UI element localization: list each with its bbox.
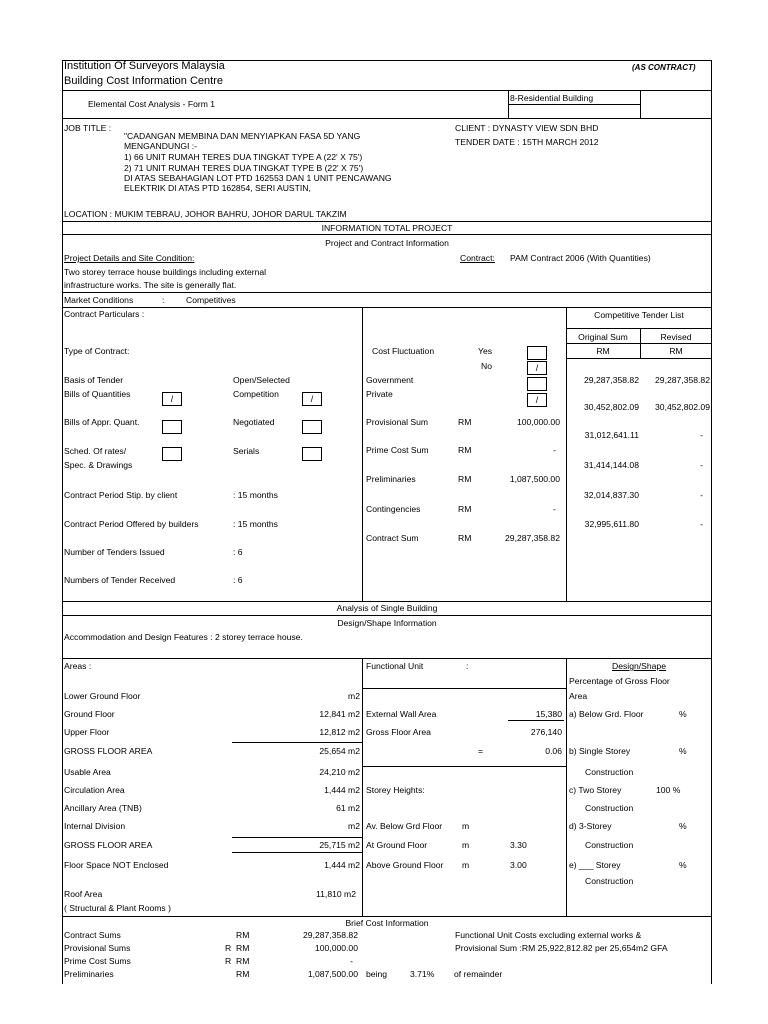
design-d-sub: Construction	[585, 840, 634, 850]
not-enclosed-value: 1,444 m2	[324, 860, 360, 870]
brief-provisional-label: Provisional Sums	[64, 943, 131, 953]
lower-ground-value: m2	[348, 691, 360, 701]
period-offered-label: Contract Period Offered by builders	[64, 519, 199, 529]
job-line: MENGANDUNGI :-	[124, 141, 198, 151]
brief-contract-label: Contract Sums	[64, 930, 121, 940]
gfa2-value: 25,715 m2	[319, 840, 360, 850]
tender-original: 31,012,641.11	[584, 430, 639, 440]
ratio: 0.06	[545, 746, 562, 756]
design-e-pct: %	[679, 860, 687, 870]
rm-unit: RM	[458, 474, 472, 484]
info-subtitle: Project and Contract Information	[325, 238, 449, 248]
roof-note: ( Structural & Plant Rooms )	[64, 903, 171, 913]
tenders-issued-value: : 6	[233, 547, 243, 557]
above-ground-label: Above Ground Floor	[366, 860, 444, 870]
fluct-no-checkbox[interactable]: /	[527, 361, 547, 375]
government: Government	[366, 375, 414, 385]
r-marker: R	[225, 943, 232, 953]
design-a-pct: %	[679, 709, 687, 719]
m-unit: m	[462, 840, 470, 850]
competition-checkbox[interactable]: /	[302, 392, 322, 406]
tender-date: TENDER DATE : 15TH MARCH 2012	[455, 137, 599, 147]
job-title-label: JOB TITLE :	[64, 123, 112, 133]
project-desc-2: infrastructure works. The site is generally flat.	[64, 280, 237, 290]
tender-original: 29,287,358.82	[584, 375, 639, 385]
contingencies-value: -	[553, 504, 556, 514]
project-details-label: Project Details and Site Condition:	[64, 253, 195, 263]
project-desc-1: Two storey terrace house buildings including external	[64, 267, 267, 277]
job-line: ELEKTRIK DI ATAS PTD 162854, SERI AUSTIN,	[124, 183, 311, 193]
rm-unit: RM	[236, 930, 250, 940]
being-pct: 3.71%	[410, 969, 435, 979]
tender-revised: -	[700, 490, 703, 500]
rm-unit: RM	[236, 969, 250, 979]
type-of-contract: Type of Contract:	[64, 346, 130, 356]
bills-of-quantities: Bills of Quantities	[64, 389, 131, 399]
tender-revised: 29,287,358.82	[655, 375, 710, 385]
pct-line1: Percentage of Gross Floor	[569, 676, 670, 686]
roof-value: 11,810 m2	[316, 889, 356, 899]
below-grd-label: Av. Below Grd Floor	[366, 821, 443, 831]
internal-value: m2	[348, 821, 360, 831]
at-ground-value: 3.30	[510, 840, 527, 850]
provisional-label: Provisional Sum	[366, 417, 429, 427]
particulars-title: Contract Particulars :	[64, 309, 145, 319]
upper-value: 12,812 m2	[319, 727, 360, 737]
provisional-value: 100,000.00	[516, 417, 560, 427]
job-line: 2) 71 UNIT RUMAH TERES DUA TINGKAT TYPE B (22' X 75')	[124, 163, 364, 173]
gfa-value: 25,654 m2	[319, 746, 360, 756]
func-gfa-value: 276,140	[530, 727, 562, 737]
circulation-label: Circulation Area	[64, 785, 125, 795]
design-b-pct: %	[679, 746, 687, 756]
storey-heights: Storey Heights:	[366, 785, 425, 795]
rm-unit: RM	[236, 956, 250, 966]
brief-prime-value: -	[350, 956, 353, 966]
col-revised: Revised	[660, 332, 692, 342]
analysis-title: Analysis of Single Building	[336, 603, 438, 613]
sched-rates-checkbox[interactable]	[162, 447, 182, 461]
contract-label: Contract:	[460, 253, 495, 263]
tender-list-title: Competitive Tender List	[594, 310, 684, 320]
internal-label: Internal Division	[64, 821, 126, 831]
rm-unit: RM	[458, 417, 472, 427]
prelim-label: Preliminaries	[366, 474, 416, 484]
building-category: 8-Residential Building	[510, 93, 594, 103]
pct-line2: Area	[569, 691, 588, 701]
market-colon: :	[162, 295, 165, 305]
rm-unit: RM	[458, 445, 472, 455]
roof-label: Roof Area	[64, 889, 103, 899]
lower-ground-label: Lower Ground Floor	[64, 691, 141, 701]
location: LOCATION : MUKIM TEBRAU, JOHOR BAHRU, JOHOR DARUL TAKZIM	[64, 209, 347, 219]
design-c-value: 100 %	[656, 785, 681, 795]
usable-label: Usable Area	[64, 767, 111, 777]
job-line: 1) 66 UNIT RUMAH TERES DUA TINGKAT TYPE A (22' X 75')	[124, 152, 363, 162]
ground-value: 12,841 m2	[319, 709, 360, 719]
col-original-unit: RM	[596, 346, 610, 356]
contract-sum-label: Contract Sum	[366, 533, 419, 543]
tender-revised: -	[700, 519, 703, 529]
market-value: Competitives	[186, 295, 236, 305]
ancillary-label: Ancillary Area (TNB)	[64, 803, 142, 813]
contract-type: (AS CONTRACT)	[632, 63, 696, 72]
at-ground-label: At Ground Floor	[366, 840, 428, 850]
usable-value: 24,210 m2	[319, 767, 360, 777]
ancillary-value: 61 m2	[336, 803, 360, 813]
brief-title: Brief Cost Information	[345, 918, 429, 928]
rm-unit: RM	[458, 504, 472, 514]
tender-original: 32,995,611.80	[584, 519, 639, 529]
open-selected: Open/Selected	[233, 375, 290, 385]
bills-of-quantities-checkbox[interactable]: /	[162, 392, 182, 406]
brief-provisional-value: 100,000.00	[314, 943, 358, 953]
cost-fluctuation: Cost Fluctuation	[372, 346, 435, 356]
tender-revised: 30,452,802.09	[655, 402, 710, 412]
being: being	[366, 969, 388, 979]
bills-appr-checkbox[interactable]	[162, 420, 182, 434]
not-enclosed-label: Floor Space NOT Enclosed	[64, 860, 169, 870]
negotiated-checkbox[interactable]	[302, 420, 322, 434]
market-label: Market Conditions	[64, 295, 134, 305]
functional-colon: :	[466, 661, 469, 671]
tenders-received-label: Numbers of Tender Received	[64, 575, 176, 585]
serials-checkbox[interactable]	[302, 447, 322, 461]
private-checkbox[interactable]: /	[527, 393, 547, 407]
ext-wall-value: 15,380	[535, 709, 562, 719]
private: Private	[366, 389, 393, 399]
tender-original: 30,452,802.09	[584, 402, 639, 412]
design-d: d) 3-Storey	[569, 821, 612, 831]
gfa2-label: GROSS FLOOR AREA	[64, 840, 153, 850]
design-e-sub: Construction	[585, 876, 634, 886]
col-original: Original Sum	[578, 332, 628, 342]
tender-original: 31,414,144.08	[584, 460, 639, 470]
brief-contract-value: 29,287,358.82	[303, 930, 358, 940]
contract-sum-value: 29,287,358.82	[505, 533, 560, 543]
design-b-sub: Construction	[585, 767, 634, 777]
design-a: a) Below Grd. Floor	[569, 709, 644, 719]
m-unit: m	[462, 860, 470, 870]
functional-title: Functional Unit	[366, 661, 424, 671]
competition: Competition	[233, 389, 279, 399]
fluct-yes: Yes	[478, 346, 493, 356]
job-line: DI ATAS SEBAHAGIAN LOT PTD 162553 DAN 1 UNIT PENCAWANG	[124, 173, 392, 183]
period-stip-label: Contract Period Stip. by client	[64, 490, 178, 500]
ext-wall-label: External Wall Area	[366, 709, 437, 719]
func-cost-line2: Provisional Sum :RM 25,922,812.82 per 25,654m2 GFA	[455, 943, 668, 953]
above-ground-value: 3.00	[510, 860, 527, 870]
tender-original: 32,014,837.30	[584, 490, 639, 500]
design-d-pct: %	[679, 821, 687, 831]
fluct-no: No	[481, 361, 492, 371]
col-revised-unit: RM	[669, 346, 683, 356]
prime-label: Prime Cost Sum	[366, 445, 429, 455]
m-unit: m	[462, 821, 470, 831]
design-b: b) Single Storey	[569, 746, 631, 756]
contingencies-label: Contingencies	[366, 504, 421, 514]
prime-value: -	[553, 445, 556, 455]
of-remainder: of remainder	[454, 969, 503, 979]
negotiated: Negotiated	[233, 417, 275, 427]
func-gfa-label: Gross Floor Area	[366, 727, 431, 737]
serials: Serials	[233, 446, 260, 456]
analysis-subtitle: Design/Shape Information	[337, 618, 437, 628]
r-marker: R	[225, 956, 232, 966]
sched-of-rates: Sched. Of rates/	[64, 446, 127, 456]
period-offered-value: : 15 months	[233, 519, 278, 529]
prelim-value: 1,087,500.00	[509, 474, 560, 484]
design-e: e) ___ Storey	[569, 860, 621, 870]
rm-unit: RM	[458, 533, 472, 543]
rm-unit: RM	[236, 943, 250, 953]
info-title: INFORMATION TOTAL PROJECT	[321, 223, 453, 233]
government-checkbox[interactable]	[527, 377, 547, 391]
gfa-label: GROSS FLOOR AREA	[64, 746, 153, 756]
ground-label: Ground Floor	[64, 709, 115, 719]
design-c-sub: Construction	[585, 803, 634, 813]
contract-value: PAM Contract 2006 (With Quantities)	[510, 253, 651, 263]
job-line: "CADANGAN MEMBINA DAN MENYIAPKAN FASA 5D YANG	[124, 131, 361, 141]
circulation-value: 1,444 m2	[324, 785, 360, 795]
org-line2: Building Cost Information Centre	[64, 75, 223, 87]
accommodation: Accommodation and Design Features : 2 storey terrace house.	[64, 632, 303, 642]
func-cost-line1: Functional Unit Costs excluding external works &	[455, 930, 642, 940]
period-stip-value: : 15 months	[233, 490, 278, 500]
basis-of-tender: Basis of Tender	[64, 375, 124, 385]
org-line1: Institution Of Surveyors Malaysia	[64, 60, 225, 72]
brief-prelim-value: 1,087,500.00	[307, 969, 358, 979]
bills-appr-quant: Bills of Appr. Quant.	[64, 417, 140, 427]
brief-prelim-label: Preliminaries	[64, 969, 114, 979]
tender-revised: -	[700, 430, 703, 440]
tenders-received-value: : 6	[233, 575, 243, 585]
design-c: c) Two Storey	[569, 785, 622, 795]
design-title: Design/Shape	[612, 661, 666, 671]
form-title: Elemental Cost Analysis - Form 1	[88, 99, 216, 109]
tenders-issued-label: Number of Tenders Issued	[64, 547, 165, 557]
fluct-yes-checkbox[interactable]	[527, 346, 547, 360]
equals: =	[478, 746, 484, 756]
tender-revised: -	[700, 460, 703, 470]
spec-drawings: Spec. & Drawings	[64, 460, 133, 470]
brief-prime-label: Prime Cost Sums	[64, 956, 131, 966]
areas-title: Areas :	[64, 661, 92, 671]
upper-label: Upper Floor	[64, 727, 110, 737]
client: CLIENT : DYNASTY VIEW SDN BHD	[455, 123, 599, 133]
